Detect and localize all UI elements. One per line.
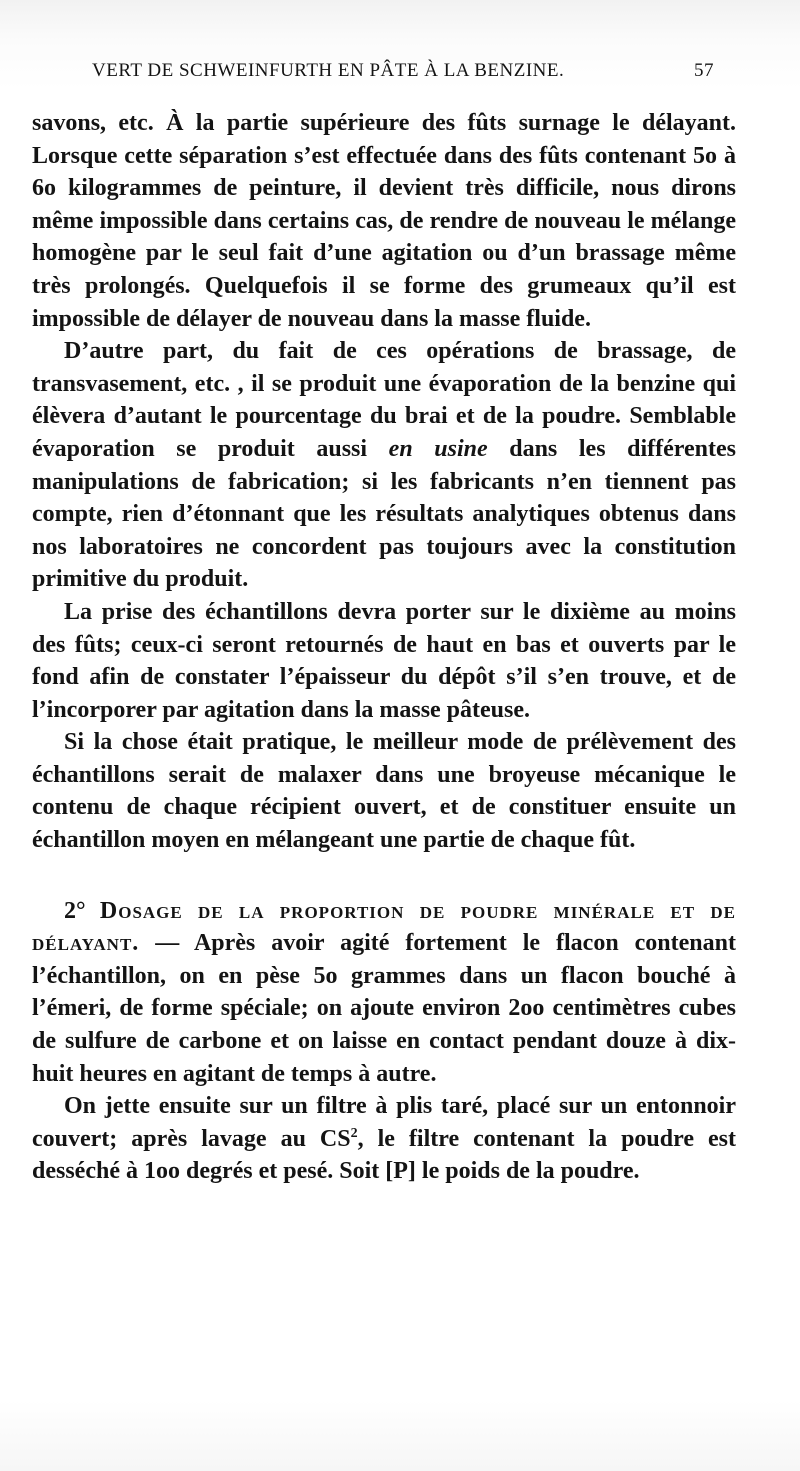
paragraph-2-text-b: dans les différentes manipulations de fabrication; si les fabricants n’en tiennent pas compte, rien d’étonnant que les résultats analytiques obtenus dans nos laboratoires ne concordent pas toujours avec la constitution primitive du produit. bbox=[32, 435, 736, 593]
paragraph-method bbox=[32, 726, 736, 856]
running-title: VERT DE SCHWEINFURTH EN PÂTE À LA BENZINE. bbox=[92, 60, 565, 81]
section-number: 2° bbox=[64, 897, 86, 924]
paragraph-filtration bbox=[32, 1090, 736, 1188]
section-dosage bbox=[32, 895, 736, 1091]
paragraph-sampling bbox=[32, 596, 736, 726]
paragraph-2-text-a: D’autre part, du fait de ces opérations de brassage, de transvasement, etc. , il se produit une évaporation de la benzine qui élèvera d’autant le pourcentage du brai et de la poudre. Semblable évaporation se produit aussi bbox=[32, 338, 736, 462]
section-heading: Dosage de la proportion de poudre minérale et de délayant. bbox=[32, 897, 736, 957]
paragraph-3-text: La prise des échantillons devra porter sur le dixième au moins des fûts; ceux-ci seront retournés de haut en bas et ouverts par le fond afin de constater l’épaisseur du dépôt s’il s’en trouve, et de l’incorporer par agitation dans la masse pâteuse. bbox=[32, 598, 736, 723]
paragraph-6-text-a: On jette ensuite sur un filtre à plis taré, placé sur un entonnoir couvert; après lavage au CS bbox=[32, 1093, 736, 1152]
paragraph-continuation bbox=[32, 107, 736, 335]
paragraph-2-italic: en usine bbox=[388, 435, 488, 462]
paragraph-6-text-b: , le filtre contenant la poudre est desséché à 1oo degrés et pesé. Soit [P] le poids de la poudre. bbox=[32, 1125, 736, 1185]
paragraph-evaporation bbox=[32, 335, 736, 596]
paragraph-1-text: savons, etc. À la partie supérieure des fûts surnage le délayant. Lorsque cette séparation s’est effectuée dans des fûts contenant 5o à 6o kilogrammes de peinture, il devient très difficile, nous dirons même impossible dans certains cas, de rendre de nouveau le mélange homogène par le seul fait d’une agitation ou d’un brassage même très prolongés. Quelquefois il se forme des grumeaux qu’il est impossible de délayer de nouveau dans la masse fluide. bbox=[32, 110, 736, 332]
section-text: — Après avoir agité fortement le flacon contenant l’échantillon, on en pèse 5o grammes dans un flacon bouché à l’émeri, de forme spéciale; on ajoute environ 2oo centimètres cubes de sulfure de carbone et on laisse en contact pendant douze à dix-huit heures en agitant de temps à autre. bbox=[32, 930, 736, 1087]
page-number: 57 bbox=[694, 60, 714, 81]
body-text bbox=[32, 107, 736, 1188]
page-header bbox=[92, 60, 714, 90]
paragraph-4-text: Si la chose était pratique, le meilleur mode de prélèvement des échantillons serait de malaxer dans une broyeuse mécanique le contenu de chaque récipient ouvert, et de constituer ensuite un échantillon moyen en mélangeant une partie de chaque fût. bbox=[32, 729, 736, 854]
superscript: 2 bbox=[350, 1125, 358, 1141]
